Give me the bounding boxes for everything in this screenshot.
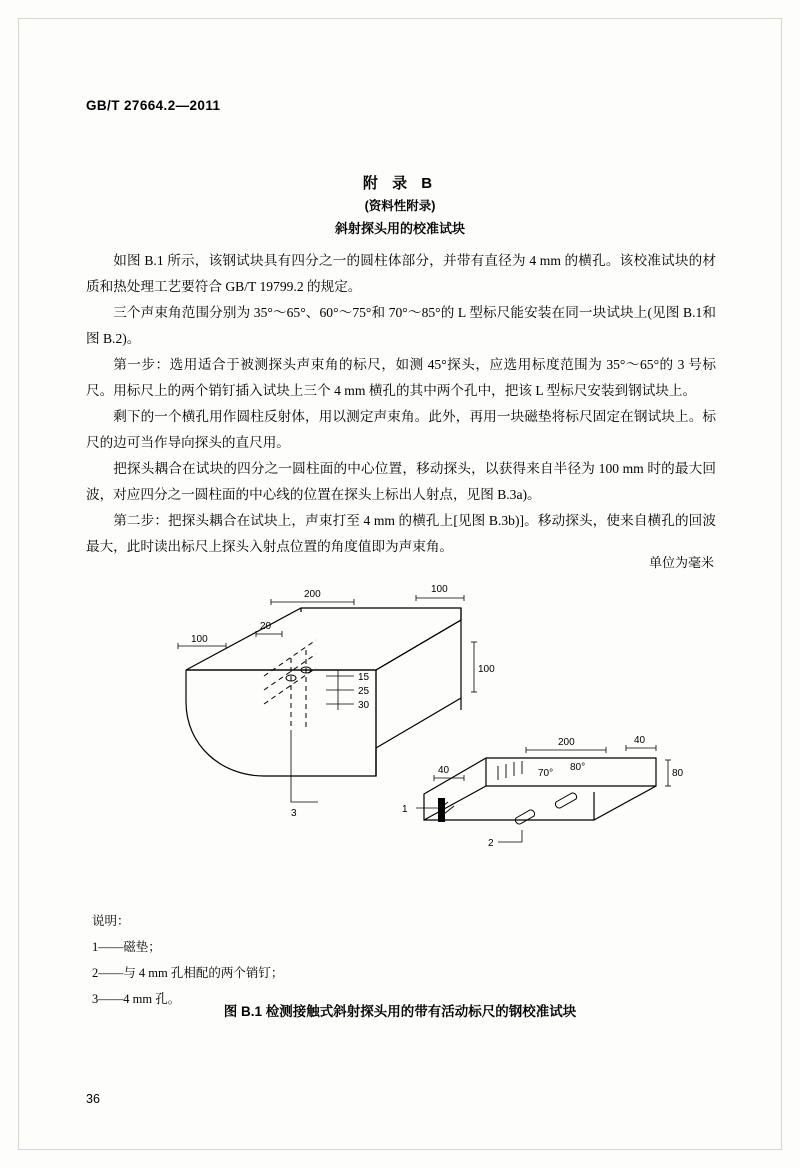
- callout-1: 1: [402, 804, 408, 815]
- body-text: [86, 248, 716, 560]
- legend-item-2: 2——与 4 mm 孔相配的两个销钉；: [92, 966, 284, 980]
- dim-100-right: 100: [478, 664, 495, 675]
- dim-200-block2: 200: [558, 737, 575, 748]
- angle-80: 80°: [570, 762, 586, 773]
- paragraph-3: 第一步：选用适合于被测探头声束角的标尺，如测 45°探头，应选用标度范围为 35°～65°的 3 号标尺。用标尺上的两个销钉插入试块上三个 4 mm 横孔的其中两个孔中，把该 L 型标尺安装到钢试块上。: [86, 357, 716, 398]
- page-number: 36: [86, 1092, 100, 1106]
- paragraph-4: 剩下的一个横孔用作圆柱反射体，用以测定声束角。此外，再用一块磁垫将标尺固定在钢试块上。标尺的边可当作导向探头的直尺用。: [86, 409, 716, 450]
- standard-code-header: GB/T 27664.2—2011: [86, 98, 221, 113]
- legend-item-3: 3——4 mm 孔。: [92, 992, 181, 1006]
- dim-20: 20: [260, 621, 272, 632]
- annex-name: 斜射探头用的校准试块: [334, 221, 465, 236]
- unit-note: 单位为毫米: [648, 555, 714, 570]
- dim-25: 25: [358, 686, 370, 697]
- angle-70: 70°: [538, 768, 554, 779]
- technical-drawing-svg: [86, 580, 716, 890]
- dim-200-top: 200: [304, 589, 321, 600]
- legend: [92, 908, 283, 1012]
- annex-title: 附 录 B: [362, 175, 438, 192]
- paragraph-1: 如图 B.1 所示，该钢试块具有四分之一的圆柱体部分，并带有直径为 4 mm 的横孔。该校准试块的材质和热处理工艺要符合 GB/T 19799.2 的规定。: [86, 253, 716, 294]
- paragraph-2: 三个声束角范围分别为 35°～65°、60°～75°和 70°～85°的 L 型标尺能安装在同一块试块上(见图 B.1和图 B.2)。: [86, 305, 716, 346]
- figure-caption: 图 B.1 检测接触式斜射探头用的带有活动标尺的钢校准试块: [223, 1004, 577, 1019]
- dim-40-left: 40: [438, 765, 450, 776]
- dim-15: 15: [358, 672, 370, 683]
- annex-subtitle: (资料性附录): [364, 199, 436, 213]
- figure-b1-drawing: [86, 580, 716, 890]
- dim-100-top: 100: [431, 584, 448, 595]
- dim-40-right: 40: [634, 735, 646, 746]
- dim-80: 80: [672, 768, 684, 779]
- legend-heading: 说明：: [92, 914, 130, 928]
- paragraph-5: 把探头耦合在试块的四分之一圆柱面的中心位置，移动探头，以获得来自半径为 100 mm 时的最大回波，对应四分之一圆柱面的中心线的位置在探头上标出人射点，见图 B.3a)。: [86, 461, 716, 502]
- callout-2: 2: [488, 838, 494, 849]
- callout-3: 3: [291, 808, 297, 819]
- paragraph-6: 第二步：把探头耦合在试块上，声束打至 4 mm 的横孔上[见图 B.3b)]。移动探头，使来自横孔的回波最大，此时读出标尺上探头入射点位置的角度值即为声束角。: [86, 513, 716, 554]
- dim-100-left: 100: [191, 634, 208, 645]
- legend-item-1: 1——磁垫；: [92, 940, 161, 954]
- dim-30: 30: [358, 700, 370, 711]
